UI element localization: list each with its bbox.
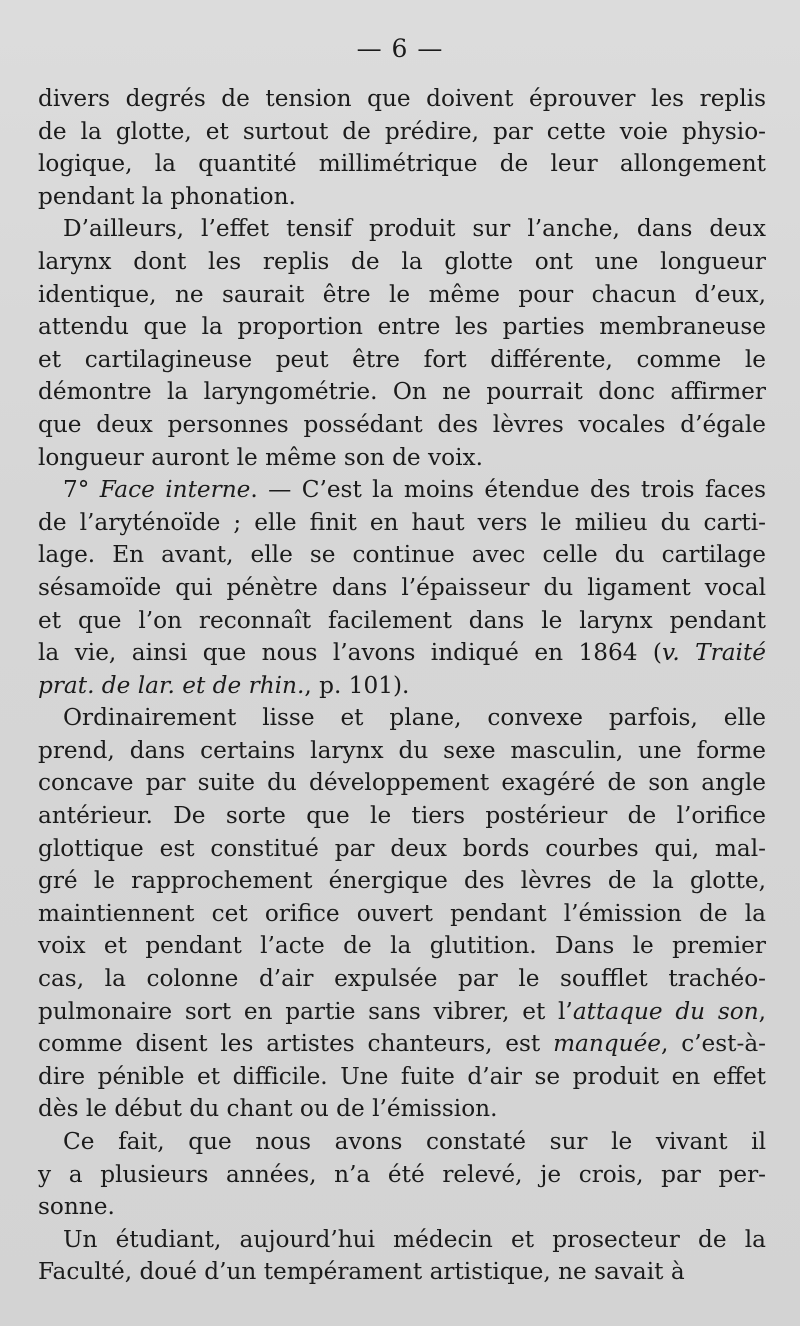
text-line: Faculté, doué d’un tempérament artistique, ne savait à <box>38 1258 685 1286</box>
text-line: Ce fait, que nous avons constaté sur le vivant il <box>63 1128 766 1155</box>
text-line: lage. En avant, elle se continue avec celle du cartilage <box>38 541 766 569</box>
page-number: — 6 — <box>356 34 444 63</box>
text-line: démontre la laryngométrie. On ne pourrait donc affirmer <box>38 378 766 406</box>
text-line: et cartilagineuse peut être fort différente, comme le <box>38 345 766 373</box>
page-text <box>38 83 766 1289</box>
text-line: sésamoïde qui pénètre dans l’épaisseur du ligament vocal <box>38 573 766 601</box>
text-line: y a plusieurs années, n’a été relevé, je crois, par per- <box>38 1160 766 1188</box>
text-line: Un étudiant, aujourd’hui médecin et prosecteur de la <box>63 1225 766 1253</box>
text-line: divers degrés de tension que doivent éprouver les replis <box>38 85 766 112</box>
paragraph <box>38 1126 766 1224</box>
text-line: identique, ne saurait être le même pour chacun d’eux, <box>38 280 766 308</box>
text-line: et que l’on reconnaît facilement dans le larynx pendant <box>38 606 766 634</box>
text-line: antérieur. De sorte que le tiers postérieur de l’orifice <box>38 802 766 830</box>
italic-text: prat. de lar. et de rhin. <box>38 671 305 699</box>
text-line: gré le rapprochement énergique des lèvres de la glotte, <box>38 867 766 895</box>
text-line: cas, la colonne d’air expulsée par le soufflet trachéo- <box>38 965 766 993</box>
italic-text: manquée <box>553 1030 662 1058</box>
text-line: larynx dont les replis de la glotte ont une longueur <box>38 247 766 275</box>
italic-text: Face interne <box>99 476 251 504</box>
text-line: Ordinairement lisse et plane, convexe parfois, elle <box>63 704 766 732</box>
text-line: longueur auront le même son de voix. <box>38 443 483 471</box>
text-line: attendu que la proportion entre les parties membraneuse <box>38 313 766 341</box>
paragraph <box>38 474 766 702</box>
text-line: la vie, ainsi que nous l’avons indiqué en 1864 (v. Traité <box>38 639 766 667</box>
italic-text: attaque du son <box>572 997 759 1025</box>
text-line: voix et pendant l’acte de la glutition. Dans le premier <box>38 932 766 960</box>
text-line: logique, la quantité millimétrique de leur allongement <box>38 150 766 178</box>
text-line: 7° Face interne. — C’est la moins étendue des trois faces <box>63 476 766 504</box>
text-line: pulmonaire sort en partie sans vibrer, et l’attaque du son, <box>38 997 766 1025</box>
text-line: comme disent les artistes chanteurs, est manquée, c’est-à- <box>38 1030 766 1058</box>
text-line: concave par suite du développement exagéré de son angle <box>38 769 766 797</box>
text-line: pendant la phonation. <box>38 182 296 210</box>
text-line: D’ailleurs, l’effet tensif produit sur l’anche, dans deux <box>63 215 766 243</box>
text-line: prend, dans certains larynx du sexe masculin, une forme <box>38 736 766 764</box>
text-line: de la glotte, et surtout de prédire, par cette voie physio- <box>38 117 766 145</box>
paragraph <box>38 1224 766 1289</box>
paragraph <box>38 83 766 213</box>
text-line: maintiennent cet orifice ouvert pendant l’émission de la <box>38 899 766 927</box>
text-line: dès le début du chant ou de l’émission. <box>38 1095 498 1123</box>
paragraph <box>38 702 766 1126</box>
text-line: glottique est constitué par deux bords courbes qui, mal- <box>38 834 766 862</box>
paragraph <box>38 213 766 474</box>
text-line: dire pénible et difficile. Une fuite d’air se produit en effet <box>38 1062 766 1090</box>
text-line: sonne. <box>38 1193 115 1221</box>
italic-text: v. Traité <box>661 639 766 667</box>
text-line: que deux personnes possédant des lèvres vocales d’égale <box>38 410 766 438</box>
text-line: prat. de lar. et de rhin., p. 101). <box>38 671 410 699</box>
text-line: de l’aryténoïde ; elle finit en haut vers le milieu du carti- <box>38 508 766 536</box>
